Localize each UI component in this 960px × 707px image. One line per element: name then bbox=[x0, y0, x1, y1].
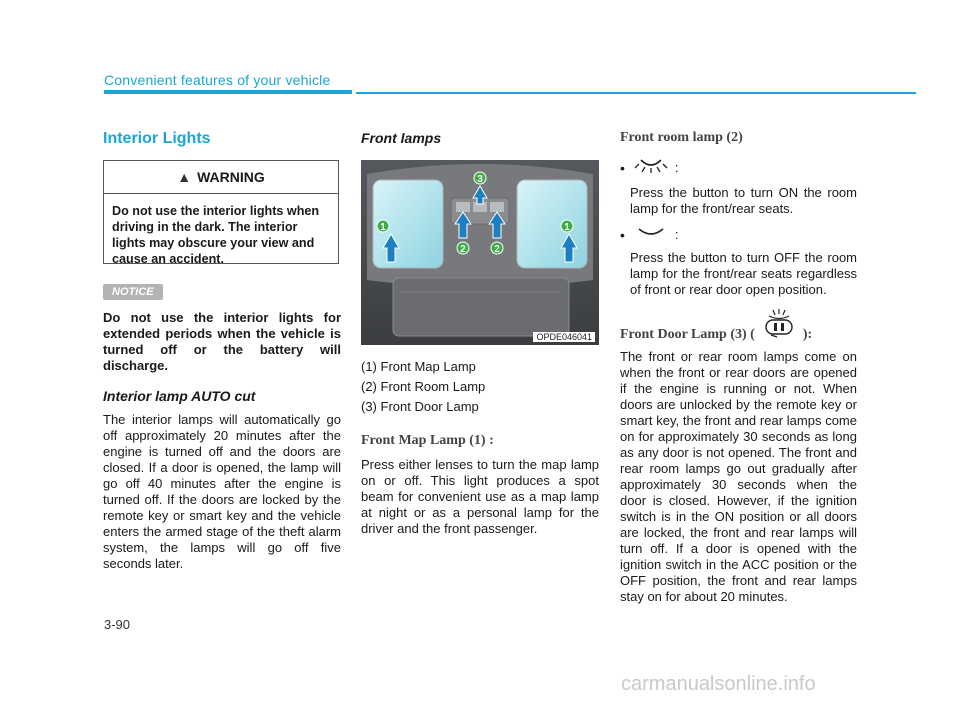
door-lamp-title bbox=[620, 308, 857, 343]
auto-cut-title: Interior lamp AUTO cut bbox=[103, 388, 256, 404]
middle-column bbox=[361, 130, 599, 537]
sunglass-holder bbox=[393, 278, 569, 336]
warning-box bbox=[103, 160, 339, 264]
figure-id: OPDE046041 bbox=[533, 332, 595, 342]
list-item: (2) Front Room Lamp bbox=[361, 379, 486, 394]
warning-triangle-icon: ▲ bbox=[177, 169, 192, 185]
list-item: (3) Front Door Lamp bbox=[361, 399, 479, 414]
bullet-icon: • bbox=[620, 226, 625, 243]
warning-header bbox=[104, 161, 338, 193]
left-column bbox=[103, 130, 341, 572]
front-lamps-figure bbox=[361, 160, 599, 345]
svg-text:2: 2 bbox=[494, 244, 500, 255]
svg-text:1: 1 bbox=[380, 222, 386, 233]
svg-text:1: 1 bbox=[564, 222, 570, 233]
watermark: carmanualsonline.info bbox=[621, 673, 816, 695]
overhead-console-illustration bbox=[361, 160, 599, 345]
map-lamp-text: Press either lenses to turn the map lamp on or off. This light produces a spot beam for convenient use as a map lamp at night or as a personal lamp for the driver and the front passenger. bbox=[361, 457, 599, 536]
section-title: Interior Lights bbox=[103, 130, 211, 147]
room-lamp-off-icon bbox=[631, 225, 671, 244]
page-number: 3-90 bbox=[104, 617, 131, 632]
lamp-list bbox=[361, 357, 599, 417]
auto-cut-text: The interior lamps will automatically go off approximately 20 minutes after the engine is turned off and the doors are closed. If a door is opened, the lamp will go off 40 minutes after the engine is turned off. If the doors are locked by the remote key or smart key and the vehicle enters the armed stage of the theft alarm system, the lamps will go off five seconds later. bbox=[103, 412, 341, 571]
door-lamp-text: The front or rear room lamps come on when the front or rear doors are opened if the engine is running or not. When doors are unlocked by the remote key or smart key, the front and rear lamps come on for approximately 30 seconds as long as any door is not opened. The front and rear room lamps go out gradually after approximately 30 seconds when the door is closed. However, if the ignition switch is in the ON position or all doors are locked, the front and rear lamps will turn off. If a door is opened with the ignition switch in the ACC position or the OFF position, the front and rear lamps stay on for about 20 minutes. bbox=[620, 349, 857, 604]
header-accent-bar bbox=[104, 90, 352, 94]
room-lamp-on-row bbox=[620, 156, 857, 179]
map-lamp-title: Front Map Lamp (1) : bbox=[361, 433, 494, 448]
room-lamp-off-row bbox=[620, 225, 857, 244]
notice-text: Do not use the interior lights for extended periods when the vehicle is turned off or the battery will discharge. bbox=[103, 310, 341, 373]
page-header-title: Convenient features of your vehicle bbox=[104, 72, 331, 88]
bullet-colon: : bbox=[674, 160, 679, 175]
svg-text:3: 3 bbox=[477, 174, 483, 185]
front-lamps-title: Front lamps bbox=[361, 130, 442, 146]
right-lens bbox=[517, 180, 587, 268]
warning-text: Do not use the interior lights when driving in the dark. The interior lights may obscure your view and cause an accident. bbox=[112, 204, 320, 266]
bullet-colon: : bbox=[674, 227, 679, 242]
warning-label: WARNING bbox=[197, 169, 265, 185]
room-lamp-title: Front room lamp (2) bbox=[620, 130, 743, 145]
door-lamp-title-prefix: Front Door Lamp (3) ( bbox=[620, 327, 755, 342]
room-lamp-on-text: Press the button to turn ON the room lamp for the front/rear seats. bbox=[630, 185, 857, 216]
notice-badge: NOTICE bbox=[103, 284, 163, 300]
door-lamp-title-suffix: ): bbox=[802, 327, 813, 342]
room-lamp-on-icon bbox=[631, 156, 671, 179]
header-rule bbox=[356, 92, 916, 94]
door-lamp-icon bbox=[759, 308, 799, 343]
right-column bbox=[620, 130, 857, 605]
room-lamp-off-text: Press the button to turn OFF the room lamp for the front/rear seats regardless of front or rear door open position. bbox=[630, 250, 857, 297]
list-item: (1) Front Map Lamp bbox=[361, 359, 476, 374]
bullet-icon: • bbox=[620, 159, 625, 176]
svg-text:2: 2 bbox=[460, 244, 466, 255]
